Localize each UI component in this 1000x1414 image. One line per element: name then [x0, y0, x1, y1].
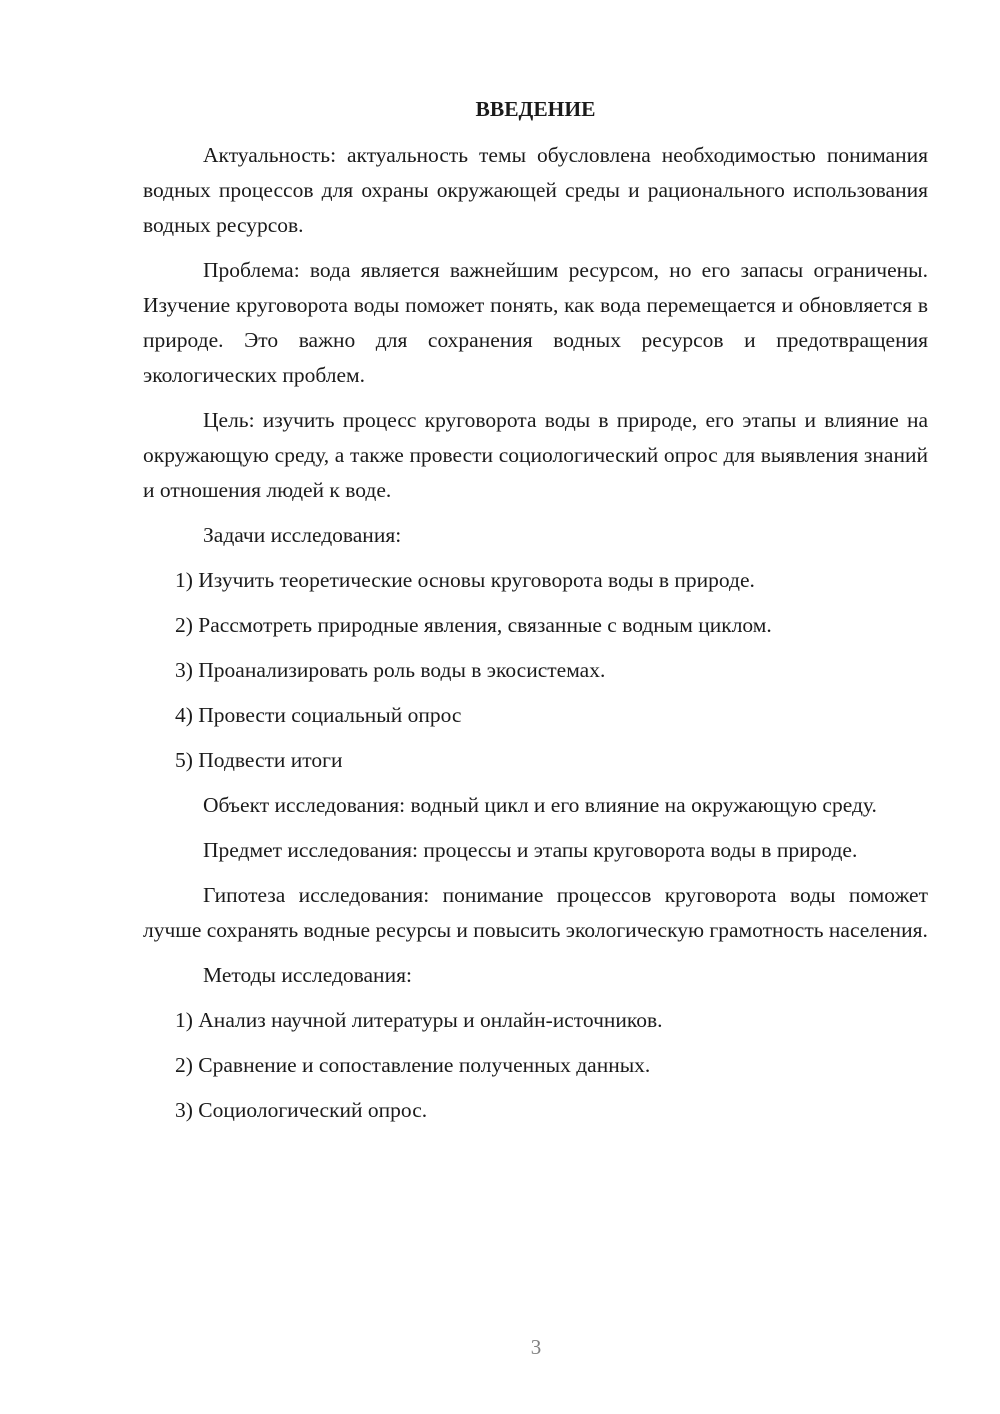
task-item-3: 3) Проанализировать роль воды в экосистемах. [175, 658, 606, 682]
task-item-1: 1) Изучить теоретические основы круговорота воды в природе. [175, 568, 755, 592]
methods-heading: Методы исследования: [203, 963, 412, 987]
task-item-5: 5) Подвести итоги [175, 748, 343, 772]
page-content [143, 92, 928, 1138]
paragraph-hypothesis: Гипотеза исследования: понимание процессов круговорота воды поможет лучше сохранять водные ресурсы и повысить экологическую грамотность населения. [143, 883, 928, 942]
tasks-heading: Задачи исследования: [203, 523, 402, 547]
page-number: 3 [530, 1335, 542, 1359]
task-item-2: 2) Рассмотреть природные явления, связанные с водным циклом. [175, 613, 772, 637]
paragraph-goal: Цель: изучить процесс круговорота воды в природе, его этапы и влияние на окружающую среду, а также провести социологический опрос для выявления знаний и отношения людей к воде. [143, 408, 928, 502]
method-item-1: 1) Анализ научной литературы и онлайн-источников. [175, 1008, 663, 1032]
paragraph-object: Объект исследования: водный цикл и его влияние на окружающую среду. [203, 793, 877, 817]
task-item-4: 4) Провести социальный опрос [175, 703, 462, 727]
paragraph-relevance: Актуальность: актуальность темы обусловлена необходимостью понимания водных процессов для охраны окружающей среды и рационального использования водных ресурсов. [143, 143, 928, 237]
method-item-3: 3) Социологический опрос. [175, 1098, 428, 1122]
page-title: ВВЕДЕНИЕ [475, 97, 596, 121]
method-item-2: 2) Сравнение и сопоставление полученных данных. [175, 1053, 651, 1077]
paragraph-subject: Предмет исследования: процессы и этапы круговорота воды в природе. [203, 838, 858, 862]
paragraph-problem: Проблема: вода является важнейшим ресурсом, но его запасы ограничены. Изучение круговорота воды поможет понять, как вода перемещается и обновляется в природе. Это важно для сохранения водных ресурсов и предотвращения экологических проблем. [143, 258, 928, 387]
